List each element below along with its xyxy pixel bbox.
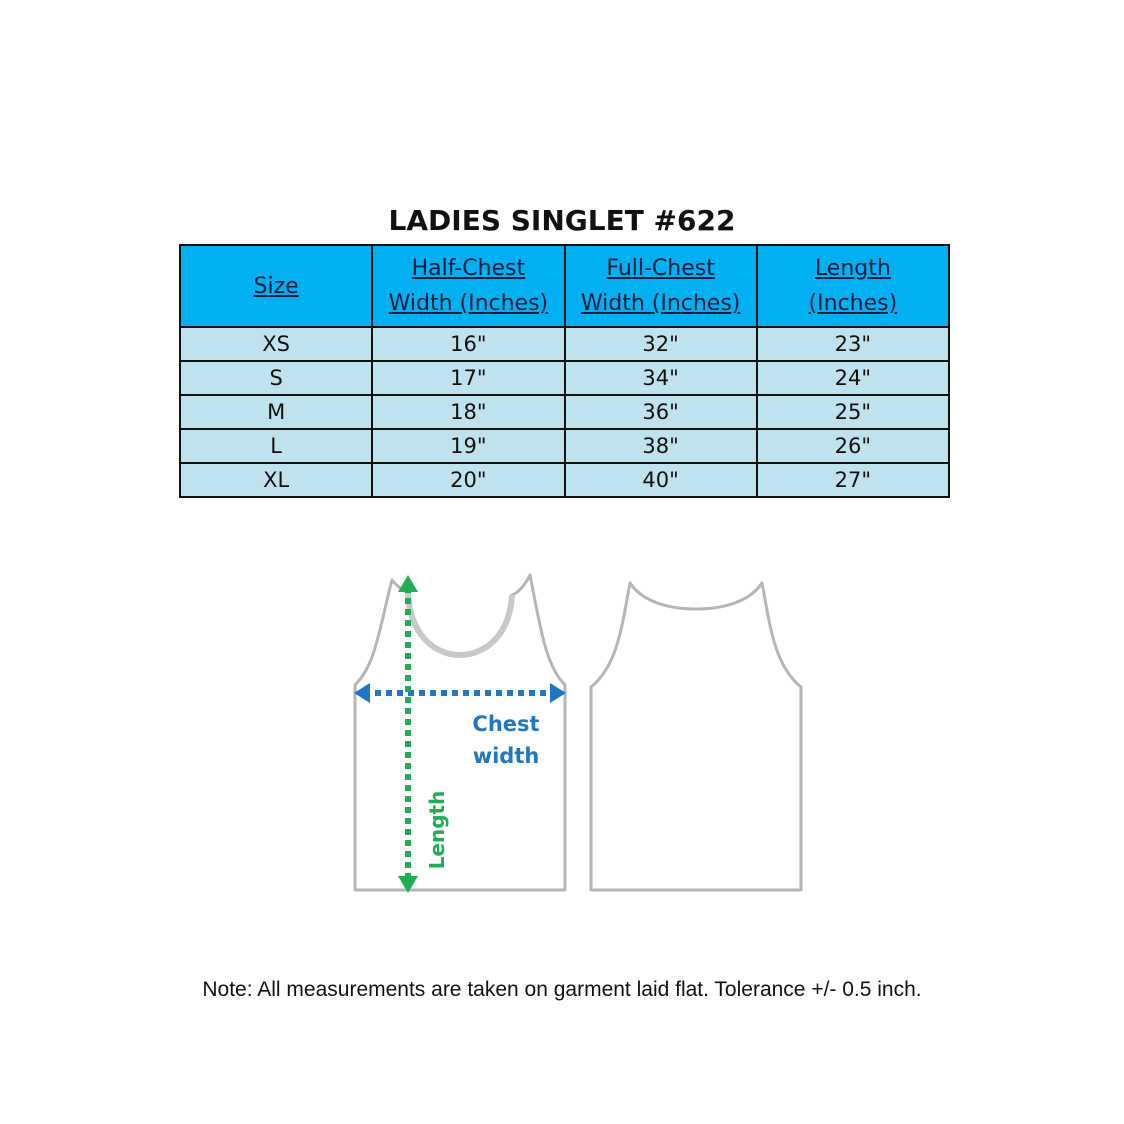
singlet-diagram (340, 565, 820, 905)
page-title: LADIES SINGLET #622 (388, 204, 736, 237)
header-full-chest-line1: Full-Chest (606, 256, 715, 281)
table-row (180, 361, 949, 395)
table-row (180, 429, 949, 463)
header-length (757, 245, 949, 327)
cell-full-chest: 38" (565, 429, 757, 463)
cell-length: 25" (757, 395, 949, 429)
cell-full-chest: 40" (565, 463, 757, 497)
header-full-chest (565, 245, 757, 327)
cell-length: 26" (757, 429, 949, 463)
cell-full-chest: 32" (565, 327, 757, 361)
cell-size: M (180, 395, 372, 429)
cell-size: XL (180, 463, 372, 497)
cell-size: XS (180, 327, 372, 361)
table-header-row (180, 245, 949, 327)
chest-width-label-line1: Chest (472, 712, 540, 736)
table-row (180, 327, 949, 361)
header-half-chest-line2: Width (Inches) (388, 291, 549, 316)
table-row (180, 463, 949, 497)
cell-length: 27" (757, 463, 949, 497)
cell-full-chest: 34" (565, 361, 757, 395)
header-half-chest-line1: Half-Chest (411, 256, 526, 281)
cell-half-chest: 17" (372, 361, 564, 395)
header-size-label: Size (253, 273, 299, 299)
cell-half-chest: 18" (372, 395, 564, 429)
size-chart-table (179, 244, 950, 498)
cell-length: 24" (757, 361, 949, 395)
header-length-line2: (Inches) (808, 291, 898, 316)
measurement-note: Note: All measurements are taken on garment laid flat. Tolerance +/- 0.5 inch. (202, 978, 922, 1001)
chest-width-label-line2: width (472, 744, 540, 768)
cell-half-chest: 16" (372, 327, 564, 361)
cell-half-chest: 19" (372, 429, 564, 463)
header-half-chest (372, 245, 564, 327)
singlet-back-illustration (591, 583, 801, 890)
cell-half-chest: 20" (372, 463, 564, 497)
table-row (180, 395, 949, 429)
cell-size: S (180, 361, 372, 395)
cell-size: L (180, 429, 372, 463)
cell-full-chest: 36" (565, 395, 757, 429)
header-length-line1: Length (814, 256, 891, 281)
cell-length: 23" (757, 327, 949, 361)
header-full-chest-line2: Width (Inches) (580, 291, 741, 316)
length-label: Length (425, 790, 449, 870)
header-size (180, 245, 372, 327)
